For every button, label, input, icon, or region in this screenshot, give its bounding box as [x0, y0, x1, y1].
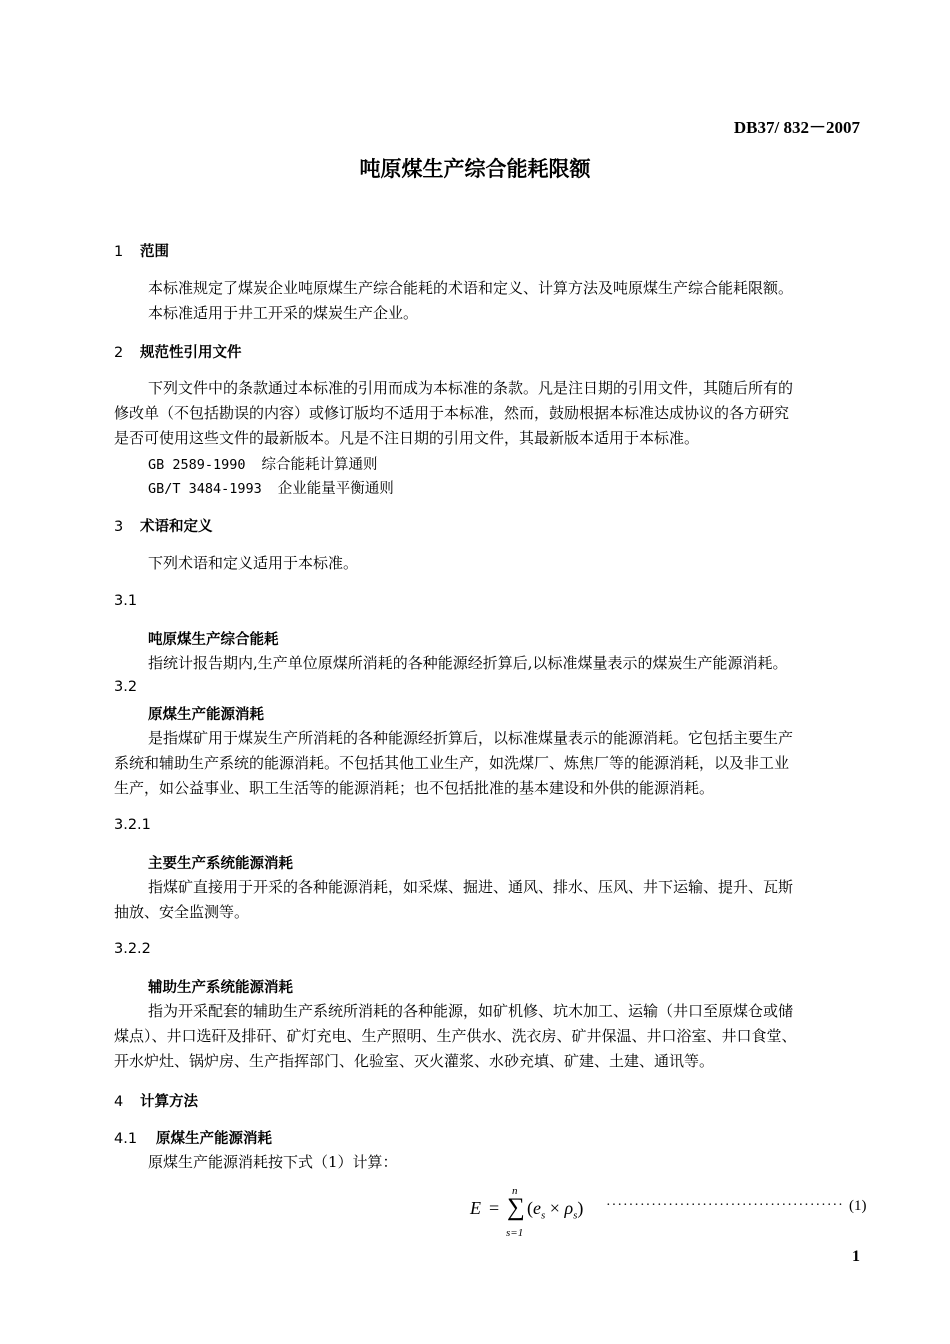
section-number: 1: [114, 244, 124, 260]
term-title: 原煤生产能源消耗: [148, 707, 264, 723]
section-4-heading: [114, 1090, 198, 1111]
formula-body: [527, 1198, 583, 1222]
section-number: 3: [114, 519, 124, 535]
paragraph-line: 指煤矿直接用于开采的各种能源消耗，如采煤、掘进、通风、排水、压风、井下运输、提升、瓦斯: [148, 878, 794, 896]
section-title: 规范性引用文件: [140, 345, 242, 361]
section-number: 4: [114, 1094, 124, 1110]
section-4-1-heading: [114, 1127, 272, 1148]
paragraph-line: 抽放、安全监测等。: [114, 903, 250, 921]
var-rho-sub: s: [573, 1209, 578, 1222]
clause-number: 3.2: [114, 679, 138, 695]
var-e: e: [533, 1198, 541, 1218]
paragraph-line: 生产，如公益事业、职工生活等的能源消耗；也不包括批准的基本建设和外供的能源消耗。: [114, 779, 715, 797]
paragraph-line: 开水炉灶、锅炉房、生产指挥部门、化验室、灭火灌浆、水砂充填、矿建、土建、通讯等。: [114, 1052, 715, 1070]
section-title: 原煤生产能源消耗: [156, 1131, 272, 1147]
section-title: 术语和定义: [140, 519, 213, 535]
section-number: 4.1: [114, 1131, 138, 1147]
paragraph-line: 本标准规定了煤炭企业吨原煤生产综合能耗的术语和定义、计算方法及吨原煤生产综合能耗限额。: [148, 279, 794, 297]
formula-equals: =: [489, 1198, 500, 1218]
section-title: 计算方法: [140, 1094, 198, 1110]
term-title: 吨原煤生产综合能耗: [148, 632, 279, 648]
reference-code: GB 2589-1990: [148, 457, 246, 473]
clause-number: 3.1: [114, 593, 138, 609]
section-number: 2: [114, 345, 124, 361]
section-1-heading: [114, 240, 169, 261]
standard-number: DB37/ 832－2007: [733, 118, 860, 137]
paragraph-line: 下列文件中的条款通过本标准的引用而成为本标准的条款。凡是注日期的引用文件，其随后所有的: [148, 379, 794, 397]
paragraph-line: 是否可使用这些文件的最新版本。凡是不注日期的引用文件，其最新版本适用于本标准。: [114, 429, 700, 447]
formula-lhs: E: [470, 1198, 481, 1218]
paragraph-line: 下列术语和定义适用于本标准。: [148, 554, 359, 572]
sum-lower-limit: s=1: [506, 1227, 524, 1239]
clause-number: 3.2.1: [114, 817, 151, 833]
leader-dots: ··········································: [606, 1198, 844, 1213]
page-title: 吨原煤生产综合能耗限额: [359, 157, 591, 181]
section-2-heading: [114, 341, 242, 362]
paragraph-line: 煤点）、井口选矸及排矸、矿灯充电、生产照明、生产供水、洗衣房、矿井保温、井口浴室、井口食堂、: [114, 1027, 797, 1045]
paragraph-line: 系统和辅助生产系统的能源消耗。不包括其他工业生产，如洗煤厂、炼焦厂等的能源消耗，以及非工业: [114, 754, 790, 772]
section-3-heading: [114, 515, 213, 536]
open-paren: (: [527, 1198, 533, 1218]
var-e-sub: s: [541, 1209, 546, 1222]
term-title: 辅助生产系统能源消耗: [148, 980, 293, 996]
term-title: 主要生产系统能源消耗: [148, 856, 293, 872]
var-rho: ρ: [564, 1198, 574, 1218]
reference-code: GB/T 3484-1993: [148, 481, 262, 497]
times-sign: ×: [545, 1198, 565, 1218]
equation-number: (1): [849, 1198, 867, 1214]
reference-item: [148, 453, 378, 474]
sum-upper-limit: n: [512, 1185, 518, 1197]
clause-number: 3.2.2: [114, 941, 151, 957]
paragraph-line: 本标准适用于井工开采的煤炭生产企业。: [148, 304, 419, 322]
reference-name: 企业能量平衡通则: [277, 481, 394, 497]
sum-symbol: ∑: [507, 1194, 525, 1221]
reference-name: 综合能耗计算通则: [261, 457, 378, 473]
close-paren: ): [577, 1198, 584, 1218]
page-number: 1: [852, 1248, 860, 1265]
paragraph-line: 指统计报告期内,生产单位原煤所消耗的各种能源经折算后,以标准煤量表示的煤炭生产能源消耗。: [148, 654, 788, 672]
reference-item: [148, 477, 394, 498]
paragraph-line: 修改单（不包括勘误的内容）或修订版均不适用于本标准，然而，鼓励根据本标准达成协议的各方研究: [114, 404, 790, 422]
paragraph-line: 是指煤矿用于煤炭生产所消耗的各种能源经折算后，以标准煤量表示的能源消耗。它包括主要生产: [148, 729, 794, 747]
paragraph-line: 原煤生产能源消耗按下式（1）计算：: [148, 1153, 398, 1171]
paragraph-line: 指为开采配套的辅助生产系统所消耗的各种能源，如矿机修、坑木加工、运输（井口至原煤仓或储: [148, 1002, 794, 1020]
section-title: 范围: [140, 244, 169, 260]
